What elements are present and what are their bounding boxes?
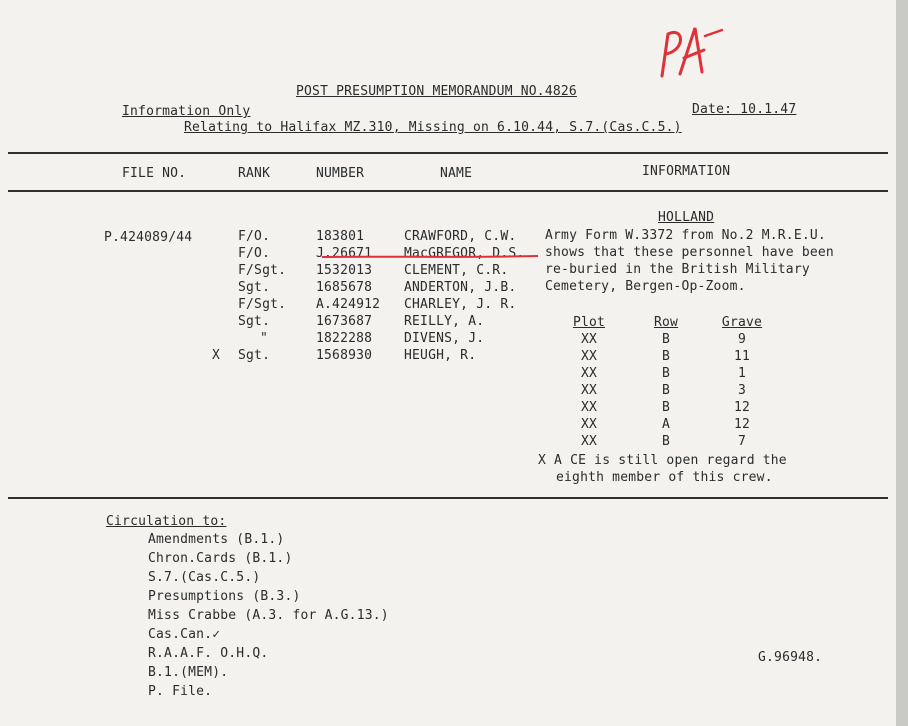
rank-cell: Sgt.	[238, 314, 271, 329]
header-information: INFORMATION	[642, 164, 731, 179]
header-number: NUMBER	[316, 166, 365, 181]
circulation-item: Chron.Cards (B.1.)	[148, 551, 293, 566]
header-top-rule	[8, 152, 888, 154]
plot-cell: XX	[580, 383, 598, 398]
info-line: Cemetery, Bergen-Op-Zoom.	[545, 279, 746, 294]
plot-header: Plot	[572, 315, 606, 330]
plot-cell: XX	[580, 366, 598, 381]
rank-cell: F/Sgt.	[238, 263, 287, 278]
name-cell: MacGREGOR, D.S.	[404, 246, 525, 261]
grave-cell: 7	[737, 434, 747, 449]
service-number-cell: 1532013	[316, 263, 373, 278]
note-line: eighth member of this crew.	[556, 470, 773, 485]
service-number-cell: 1685678	[316, 280, 373, 295]
service-number-cell: 183801	[316, 229, 365, 244]
rank-cell: F/O.	[238, 229, 271, 244]
name-cell: DIVENS, J.	[404, 331, 485, 346]
circulation-item: Miss Crabbe (A.3. for A.G.13.)	[148, 608, 389, 623]
circulation-item: Presumptions (B.3.)	[148, 589, 301, 604]
name-cell: ANDERTON, J.B.	[404, 280, 517, 295]
plot-cell: XX	[580, 400, 598, 415]
info-line: Army Form W.3372 from No.2 M.R.E.U.	[545, 228, 826, 243]
row-cell: B	[661, 400, 671, 415]
plot-column	[566, 314, 612, 450]
circulation-item: Amendments (B.1.)	[148, 532, 285, 547]
rank-cell: Sgt.	[238, 280, 271, 295]
name-cell: HEUGH, R.	[404, 348, 477, 363]
grave-column	[716, 314, 768, 450]
info-heading: HOLLAND	[658, 210, 715, 225]
grave-cell: 11	[733, 349, 751, 364]
grave-cell: 12	[733, 400, 751, 415]
page-edge	[896, 0, 908, 726]
relating-line: Relating to Halifax MZ.310, Missing on 6.10.44, S.7.(Cas.C.5.)	[184, 120, 682, 135]
name-cell: REILLY, A.	[404, 314, 485, 329]
row-cell: B	[661, 332, 671, 347]
grave-cell: 12	[733, 417, 751, 432]
service-number-cell: A.424912	[316, 297, 381, 312]
service-number-cell: 1568930	[316, 348, 373, 363]
plot-cell: XX	[580, 349, 598, 364]
note-line: X A CE is still open regard the	[538, 453, 787, 468]
handwritten-initials-mark	[650, 16, 730, 86]
footer-rule	[8, 497, 888, 499]
name-cell: CLEMENT, C.R.	[404, 263, 509, 278]
name-column	[404, 228, 524, 364]
row-cell: B	[661, 366, 671, 381]
service-number-cell: 1673687	[316, 314, 373, 329]
row-cell: B	[661, 383, 671, 398]
grave-cell: 1	[737, 366, 747, 381]
plot-cell: XX	[580, 417, 598, 432]
grave-header: Grave	[721, 315, 763, 330]
grave-cell: 3	[737, 383, 747, 398]
plot-cell: XX	[580, 434, 598, 449]
rank-cell: F/Sgt.	[238, 297, 287, 312]
name-cell: CHARLEY, J. R.	[404, 297, 517, 312]
header-bottom-rule	[8, 190, 888, 192]
memo-title: POST PRESUMPTION MEMORANDUM NO.4826	[296, 84, 577, 99]
header-rank: RANK	[238, 166, 271, 181]
plot-cell: XX	[580, 332, 598, 347]
circulation-heading: Circulation to:	[106, 514, 227, 529]
file-number: P.424089/44	[104, 230, 193, 245]
open-case-marker: X	[212, 348, 221, 363]
circulation-item: Cas.Can.✓	[148, 627, 221, 642]
memo-date: Date: 10.1.47	[692, 102, 797, 117]
rank-cell: F/O.	[238, 246, 271, 261]
rank-cell: Sgt.	[238, 348, 271, 363]
service-number-cell: J.26671	[316, 246, 373, 261]
circulation-list	[148, 530, 389, 701]
row-header: Row	[653, 315, 679, 330]
circulation-item: S.7.(Cas.C.5.)	[148, 570, 261, 585]
row-cell: B	[661, 434, 671, 449]
red-underline-mark	[320, 253, 540, 261]
information-only-label: Information Only	[122, 104, 251, 119]
row-cell: B	[661, 349, 671, 364]
name-cell: CRAWFORD, C.W.	[404, 229, 517, 244]
info-line: shows that these personnel have been	[545, 245, 834, 260]
row-cell: A	[661, 417, 671, 432]
info-line: re-buried in the British Military	[545, 262, 810, 277]
circulation-item: R.A.A.F. O.H.Q.	[148, 646, 269, 661]
grave-cell: 9	[737, 332, 747, 347]
rank-column	[238, 228, 286, 364]
header-file-no: FILE NO.	[122, 166, 187, 181]
row-column	[646, 314, 686, 450]
circulation-item: P. File.	[148, 684, 213, 699]
reference-number: G.96948.	[758, 650, 823, 665]
number-column	[316, 228, 380, 364]
header-name: NAME	[440, 166, 473, 181]
information-text	[545, 227, 834, 295]
rank-cell: "	[260, 331, 269, 346]
service-number-cell: 1822288	[316, 331, 373, 346]
circulation-item: B.1.(MEM).	[148, 665, 229, 680]
